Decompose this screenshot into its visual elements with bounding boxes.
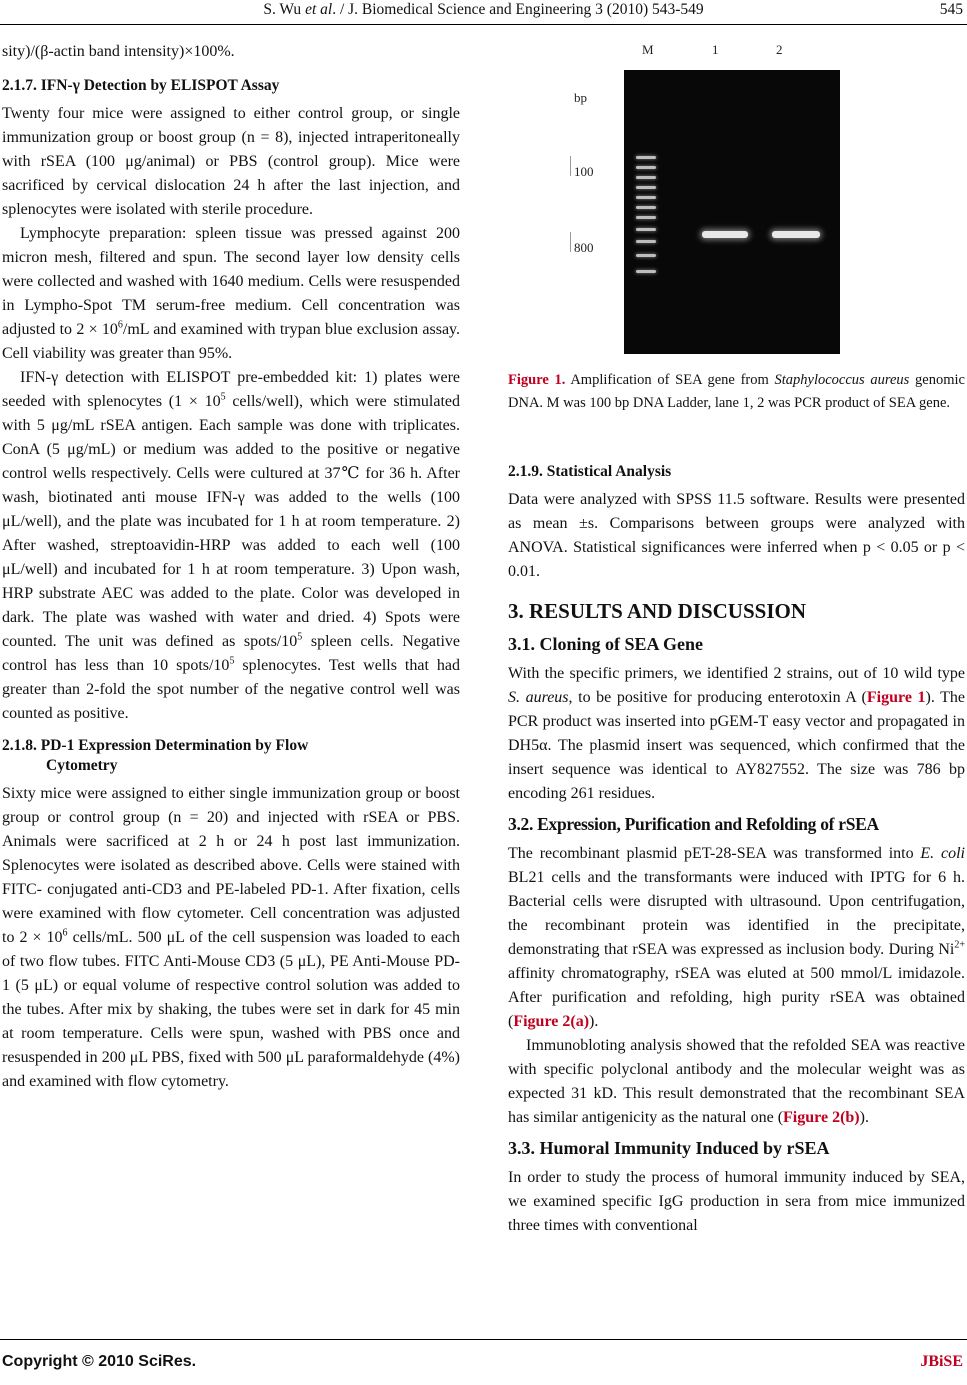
lane-label-1: 1 — [712, 42, 719, 57]
ladder-band — [636, 228, 656, 231]
tick-100 — [570, 156, 571, 176]
figure-2a-ref[interactable]: Figure 2(a) — [513, 1013, 590, 1030]
bp-label: bp — [574, 90, 587, 105]
gel-image — [624, 70, 840, 354]
ladder-band — [636, 216, 656, 219]
section-heading-2-1-7: 2.1.7. IFN-γ Detection by ELISPOT Assay — [2, 77, 280, 94]
figure-1 — [560, 36, 967, 366]
running-header — [0, 0, 967, 22]
section-heading-2-1-9: 2.1.9. Statistical Analysis — [508, 463, 672, 480]
ladder-band — [636, 240, 656, 243]
lane-label-m: M — [642, 42, 654, 57]
lane-1-band — [702, 231, 748, 238]
paragraph: Lymphocyte preparation: spleen tissue was pressed against 200 micron mesh, filtered and spun. The second layer low density cells were collected and washed with 1640 medium. Cells were resuspended in Lympho-Spot TM serum-free medium. Cell concentration was adjusted to $2 \times 10^6/mL$ and examined with trypan blue exclusion assay. Cell viability was greater than 95%. — [2, 225, 461, 362]
figure-1-caption: Figure 1. Amplification of SEA gene from Staphylococcus aureus genomic DNA. M was 100 bp DNA Ladder, lane 1, 2 was PCR product of SEA gene. — [508, 372, 965, 411]
marker-800-label: 800 — [574, 240, 594, 255]
paragraph: Sixty mice were assigned to either single immunization group or boost group or control group (n = 20) and injected with rSEA or PBS. Animals were sacrificed at 2 h or 24 h post last immunization. Splenocytes were isolated as described above. Cells were stained with FITC- conjugated anti-CD3 and PE-labeled PD-1. After fixation, cells were examined with flow cytometer. Cell concentration was adjusted to $2 \times 10^6$ cells/mL. 500 μL of the cell suspension was loaded to each of two flow tubes. FITC Anti-Mouse CD3 (5 μL), PE Anti-Mouse PD-1 (5 μL) or equal volume of respective control solution was added to the tubes. After mix by shaking, the tubes were set in dark for 45 min at room temperature. Cells were spun, washed with PBS once and resuspended in 200 μL PBS, fixed with 500 μL paraformaldehyde (4%) and examined with flow cytometry. — [2, 785, 461, 1090]
left-column — [2, 40, 460, 1094]
lane-2-band — [772, 231, 820, 238]
journal-abbrev: JBiSE — [920, 1353, 963, 1370]
paragraph: In order to study the process of humoral immunity induced by SEA, we examined specific IgG production in sera from mice immunized three times with conventional — [508, 1169, 965, 1234]
section-heading-2-1-8: 2.1.8. PD-1 Expression Determination by Flow Cytometry — [2, 737, 309, 774]
ladder-band — [636, 166, 656, 169]
paragraph: The recombinant plasmid pET-28-SEA was transformed into E. coli BL21 cells and the transformants were induced with IPTG for 6 h. Bacterial cells were disrupted with ultrasound. Upon centrifugation, the recombinant protein was identified in the precipitate, demonstrating that rSEA was expressed as inclusion body. During $Ni^{2+}$ affinity chromatography, rSEA was eluted at 500 mmol/L imidazole. After purification and refolding, high purity rSEA was obtained (Figure 2(a)). — [508, 845, 965, 1030]
page-number: 545 — [939, 1, 963, 18]
paragraph: Twenty four mice were assigned to either control group, or single immunization group or boost group (n = 8), injected intraperitoneally with rSEA (100 μg/animal) or PBS (control group). Mice were sacrificed by cervical dislocation 24 h after the last injection, and splenocytes were isolated with sterile procedure. — [2, 105, 460, 218]
tick-800 — [570, 232, 571, 252]
ladder-band — [636, 196, 656, 199]
marker-100-label: 100 — [574, 164, 594, 179]
ladder-band — [636, 254, 656, 257]
figure-1-ref[interactable]: Figure 1 — [866, 689, 926, 706]
lane-label-2: 2 — [776, 42, 783, 57]
section-heading-3: 3. RESULTS AND DISCUSSION — [508, 599, 806, 623]
right-column — [508, 462, 965, 1238]
footer-rule — [0, 1339, 967, 1340]
ladder-band — [636, 186, 656, 189]
paragraph: IFN-γ detection with ELISPOT pre-embedded kit: 1) plates were seeded with splenocytes ($1 \times 10^5$ cells/well), which were stimulated with 5 μg/mL rSEA antigen. Each sample was done with triplicates. ConA (5 μg/mL) or medium was added to the positive or negative control wells respectively. Cells were cultured at 37℃ for 36 h. After wash, biotinated anti mouse IFN-γ was added to the wells (100 μL/well), and the plate was incubated for 1 h at room temperature. 2) After washed, streptoavidin-HRP was added to each well (100 μL/well) and incubated for 1 h at room temperature. 3) Upon wash, HRP substrate AEC was added to the plate. Color was developed in dark. The plate was washed with water and dried. 4) Spots were counted. The unit was defined as spots/$10^5$ spleen cells. Negative control has less than 10 spots/$10^5$ splenocytes. Test wells that had greater than 2-fold the spot number of the negative control well was counted as positive. — [2, 369, 460, 722]
section-heading-3-2: 3.2. Expression, Purification and Refolding of rSEA — [508, 814, 879, 834]
ladder-band — [636, 156, 656, 159]
paragraph: sity)/(β-actin band intensity)×100%. — [2, 43, 235, 60]
ladder-band — [636, 176, 656, 179]
section-heading-3-1: 3.1. Cloning of SEA Gene — [508, 634, 704, 654]
copyright-text: Copyright © 2010 SciRes. — [2, 1353, 197, 1370]
running-title: S. Wu et al. / J. Biomedical Science and Engineering 3 (2010) 543-549 — [263, 1, 704, 18]
paragraph: Immunobloting analysis showed that the refolded SEA was reactive with specific polyclonal antibody and the molecular weight was as expected 31 kD. This result demonstrated that the recombinant SEA has similar antigenicity as the natural one (Figure 2(b)). — [508, 1037, 965, 1126]
header-rule — [0, 24, 967, 25]
paragraph: Data were analyzed with SPSS 11.5 software. Results were presented as mean ±s. Comparisons between groups were analyzed with ANOVA. Statistical significances were inferred when p < 0.05 or p < 0.01. — [508, 491, 965, 580]
paragraph: With the specific primers, we identified 2 strains, out of 10 wild type S. aureus, to be positive for producing enterotoxin A (Figure 1). The PCR product was inserted into pGEM-T easy vector and propagated in DH5α. The plasmid insert was sequenced, which confirmed that the insert sequence was identical to AY827552. The size was 786 bp encoding 261 residues. — [508, 665, 965, 802]
ladder-band — [636, 206, 656, 209]
figure-2b-ref[interactable]: Figure 2(b) — [783, 1109, 860, 1126]
section-heading-3-3: 3.3. Humoral Immunity Induced by rSEA — [508, 1138, 830, 1158]
ladder-band — [636, 270, 656, 273]
